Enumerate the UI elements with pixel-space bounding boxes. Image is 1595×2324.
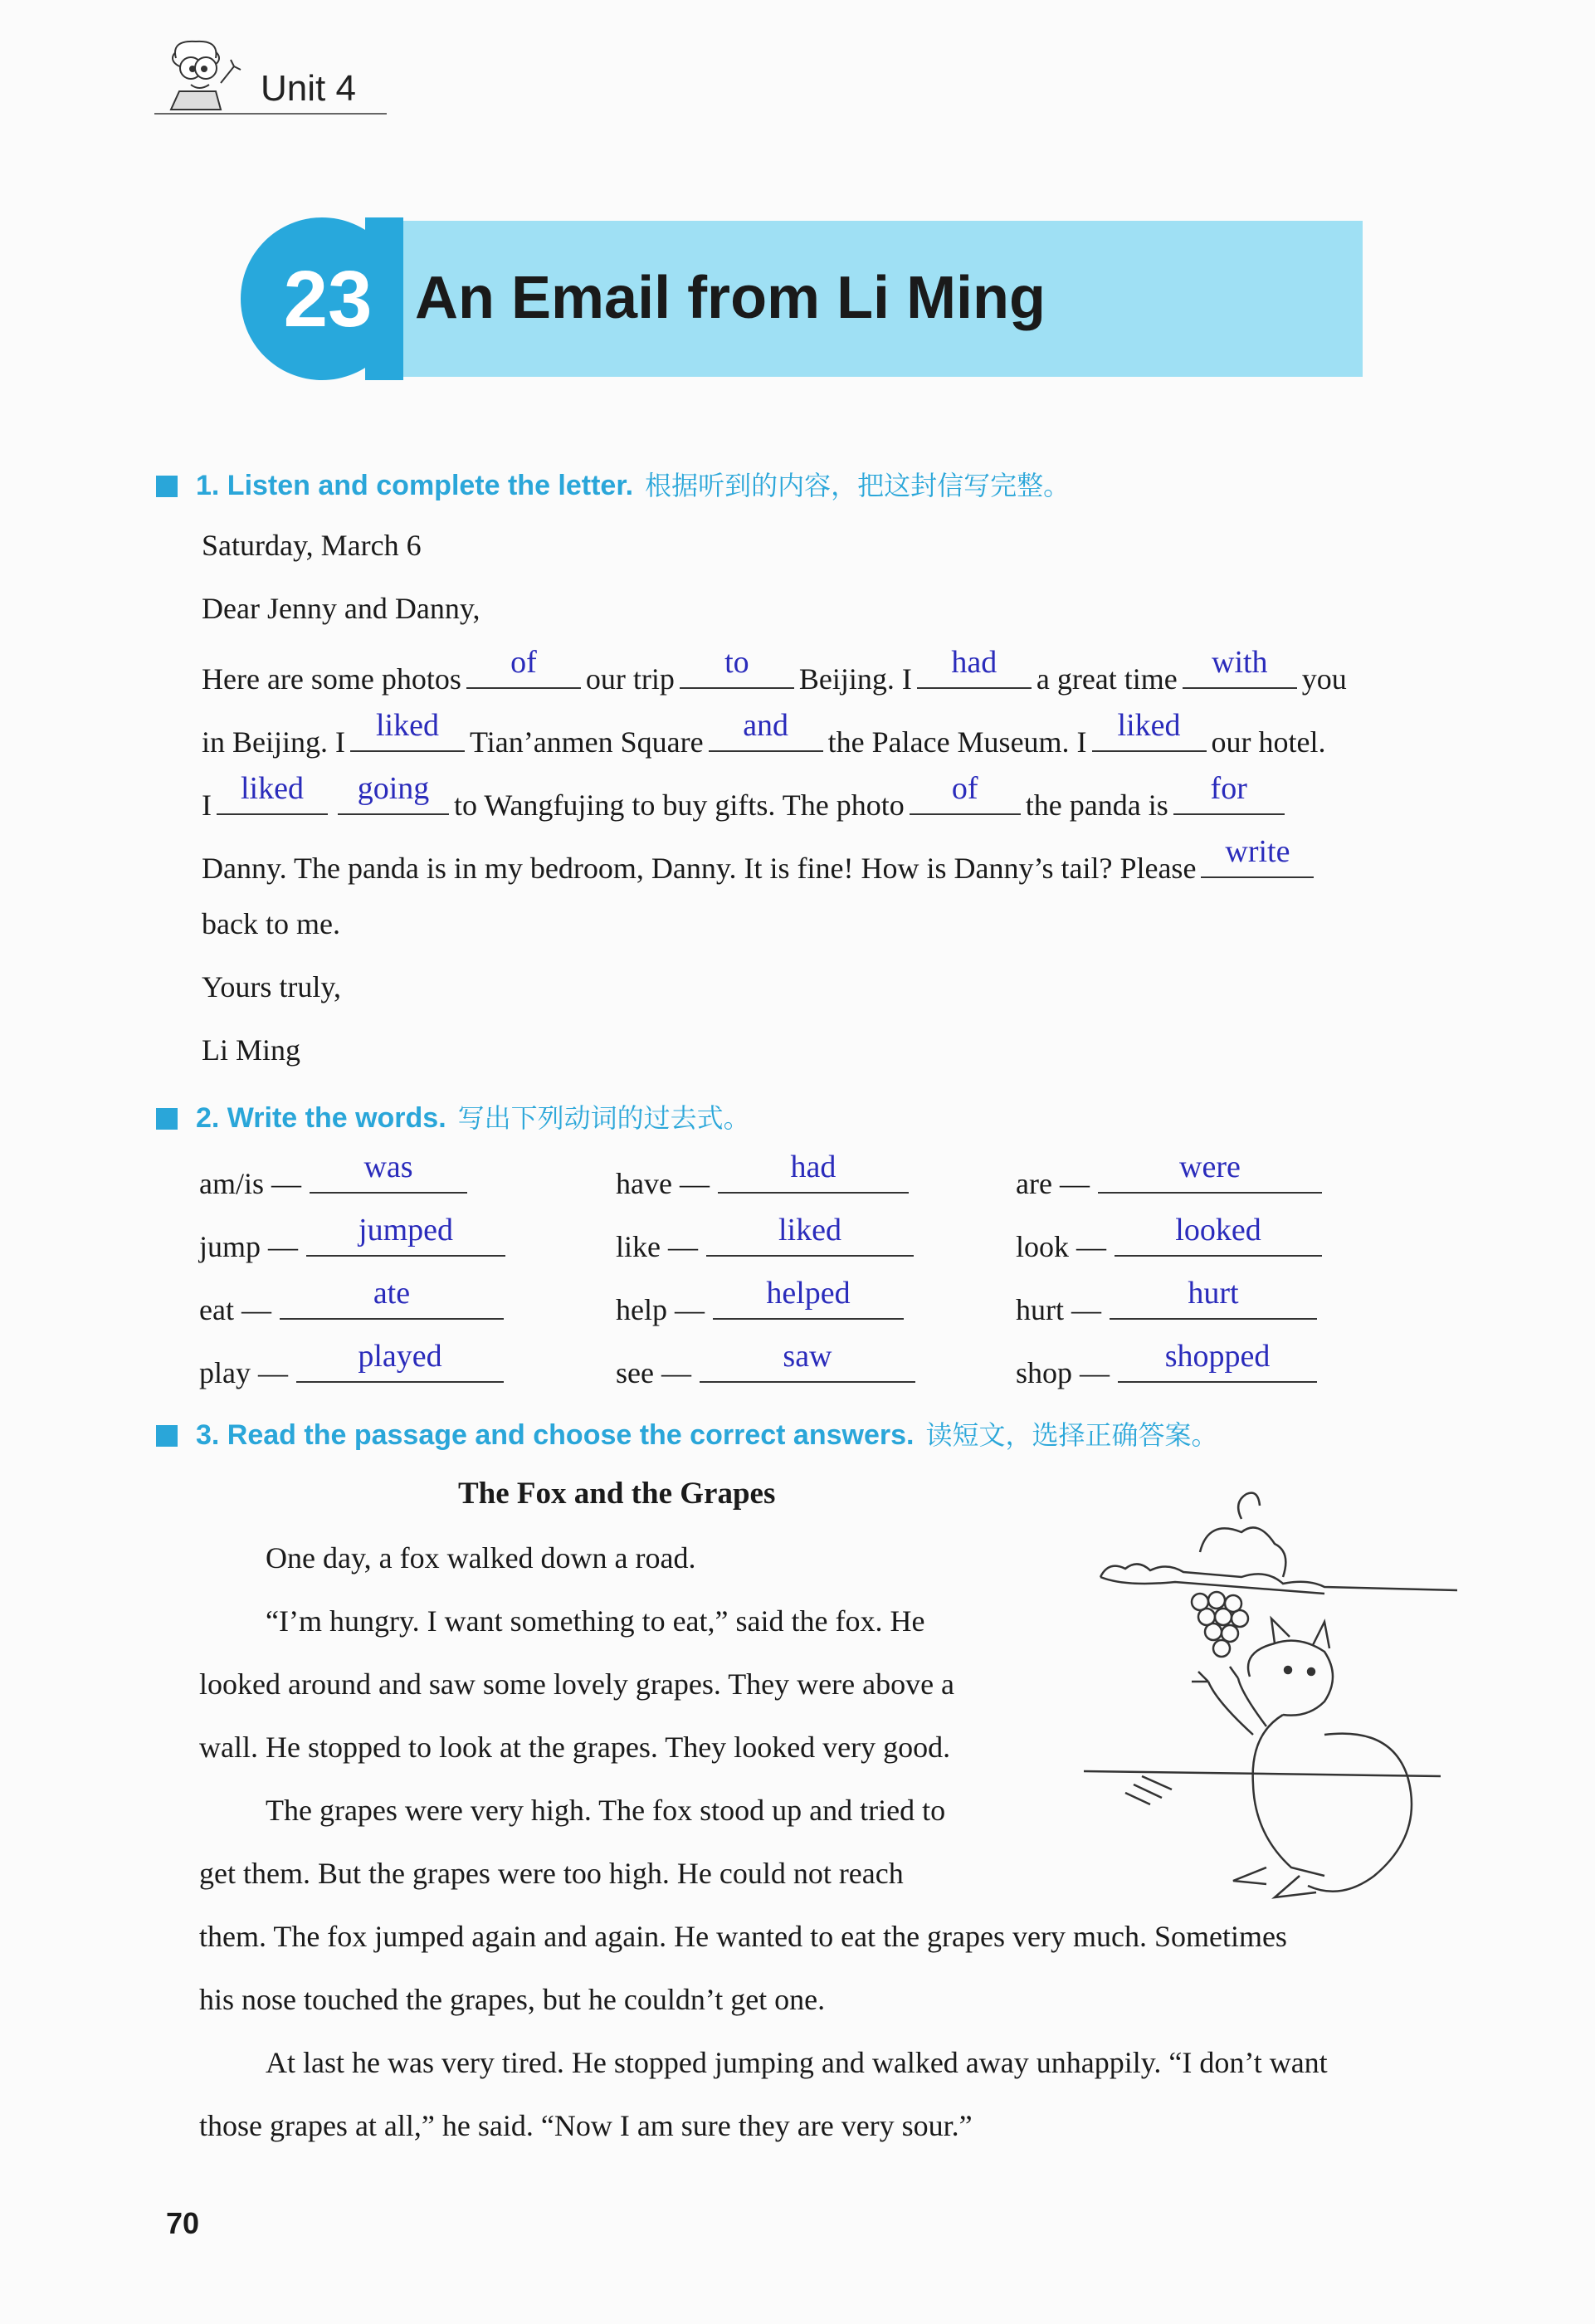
letter-line-4: Danny. The panda is in my bedroom, Danny. It is fine! How is Danny’s tail? Please write (202, 843, 1319, 886)
lesson-banner (241, 217, 1363, 380)
section-square-icon (156, 1425, 178, 1447)
word-item: am/is — was (199, 1159, 472, 1201)
answer-blank[interactable]: were (1098, 1159, 1322, 1194)
word-item: play — played (199, 1348, 509, 1390)
letter-line-5: back to me. (202, 907, 340, 940)
page-number: 70 (166, 2206, 200, 2240)
lesson-title: An Email from Li Ming (415, 265, 1046, 331)
word-item: shop — shopped (1016, 1348, 1322, 1390)
word-item: look — looked (1016, 1222, 1327, 1264)
answer-blank[interactable]: jumped (306, 1222, 505, 1257)
lesson-number: 23 (283, 255, 373, 344)
word-item: jump — jumped (199, 1222, 510, 1264)
letter-line-1: Here are some photos of our trip to Beijing. I had a great time with you (202, 645, 1347, 696)
answer-blank[interactable]: ate (280, 1285, 504, 1320)
answer-blank[interactable]: liked (706, 1222, 914, 1257)
word-item: have — had (616, 1159, 914, 1201)
grapes-on-wall-drawing (1100, 1493, 1457, 1657)
header-rule (154, 113, 387, 115)
mascot-icon (154, 33, 254, 116)
answer-blank[interactable]: write (1201, 843, 1314, 878)
answer-blank[interactable]: hurt (1110, 1285, 1317, 1320)
answer-blank[interactable]: with (1183, 654, 1297, 689)
section-1-heading: 1. Listen and complete the letter. 根据听到的内容，把这封信写完整。 (156, 465, 1070, 503)
answer-blank[interactable]: had (718, 1159, 909, 1194)
answer-blank[interactable]: shopped (1118, 1348, 1317, 1383)
answer-blank[interactable]: saw (700, 1348, 915, 1383)
unit-header (154, 33, 387, 124)
letter-greeting: Dear Jenny and Danny, (202, 592, 480, 625)
story-line: wall. He stopped to look at the grapes. They looked very good. (199, 1731, 951, 1764)
story-line: get them. But the grapes were too high. He could not reach (199, 1857, 904, 1890)
word-item: are — were (1016, 1159, 1327, 1201)
word-item: like — liked (616, 1222, 919, 1264)
answer-blank[interactable]: played (296, 1348, 504, 1383)
answer-blank[interactable]: and (709, 717, 823, 752)
answer-blank[interactable]: of (466, 654, 581, 689)
fox-and-grapes-illustration (1076, 1486, 1466, 1917)
letter-line-2: in Beijing. I liked Tian’anmen Square and the Palace Museum. I liked our hotel. (202, 708, 1326, 759)
answer-blank[interactable]: helped (713, 1285, 904, 1320)
answer-blank[interactable]: liked (350, 717, 465, 752)
story-title: The Fox and the Grapes (458, 1477, 776, 1511)
letter-signature: Li Ming (202, 1033, 301, 1067)
letter-closing: Yours truly, (202, 970, 342, 1003)
word-item: hurt — hurt (1016, 1285, 1322, 1327)
fox-drawing (1084, 1618, 1441, 1897)
story-line: them. The fox jumped again and again. He wanted to eat the grapes very much. Sometimes (199, 1920, 1287, 1953)
word-item: eat — ate (199, 1285, 509, 1327)
answer-blank[interactable]: liked (217, 780, 328, 815)
word-item: see — saw (616, 1348, 920, 1390)
answer-blank[interactable]: of (910, 780, 1021, 815)
section-square-icon (156, 476, 178, 497)
answer-blank[interactable]: to (680, 654, 794, 689)
story-line: At last he was very tired. He stopped jumping and walked away unhappily. “I don’t want (266, 2046, 1328, 2079)
answer-blank[interactable]: was (310, 1159, 467, 1194)
letter-date: Saturday, March 6 (202, 529, 422, 562)
unit-label: Unit 4 (261, 68, 356, 109)
answer-blank[interactable]: liked (1092, 717, 1207, 752)
story-line: One day, a fox walked down a road. (266, 1541, 696, 1575)
story-line: looked around and saw some lovely grapes. They were above a (199, 1667, 955, 1701)
letter-line-3: I liked going to Wangfujing to buy gifts. The photo of the panda is for (202, 780, 1290, 823)
answer-blank[interactable]: looked (1115, 1222, 1322, 1257)
story-line: The grapes were very high. The fox stood up and tried to (266, 1794, 946, 1827)
story-line: his nose touched the grapes, but he couldn’t get one. (199, 1983, 826, 2016)
answer-blank[interactable]: had (917, 654, 1032, 689)
answer-blank[interactable]: for (1173, 780, 1285, 815)
story-line: “I’m hungry. I want something to eat,” said the fox. He (266, 1604, 925, 1638)
section-2-heading: 2. Write the words. 写出下列动词的过去式。 (156, 1097, 750, 1135)
section-3-heading: 3. Read the passage and choose the correct answers. 读短文，选择正确答案。 (156, 1414, 1217, 1452)
section-square-icon (156, 1108, 178, 1130)
word-item: help — helped (616, 1285, 909, 1327)
answer-blank[interactable]: going (338, 780, 449, 815)
story-line: those grapes at all,” he said. “Now I am sure they are very sour.” (199, 2109, 973, 2142)
